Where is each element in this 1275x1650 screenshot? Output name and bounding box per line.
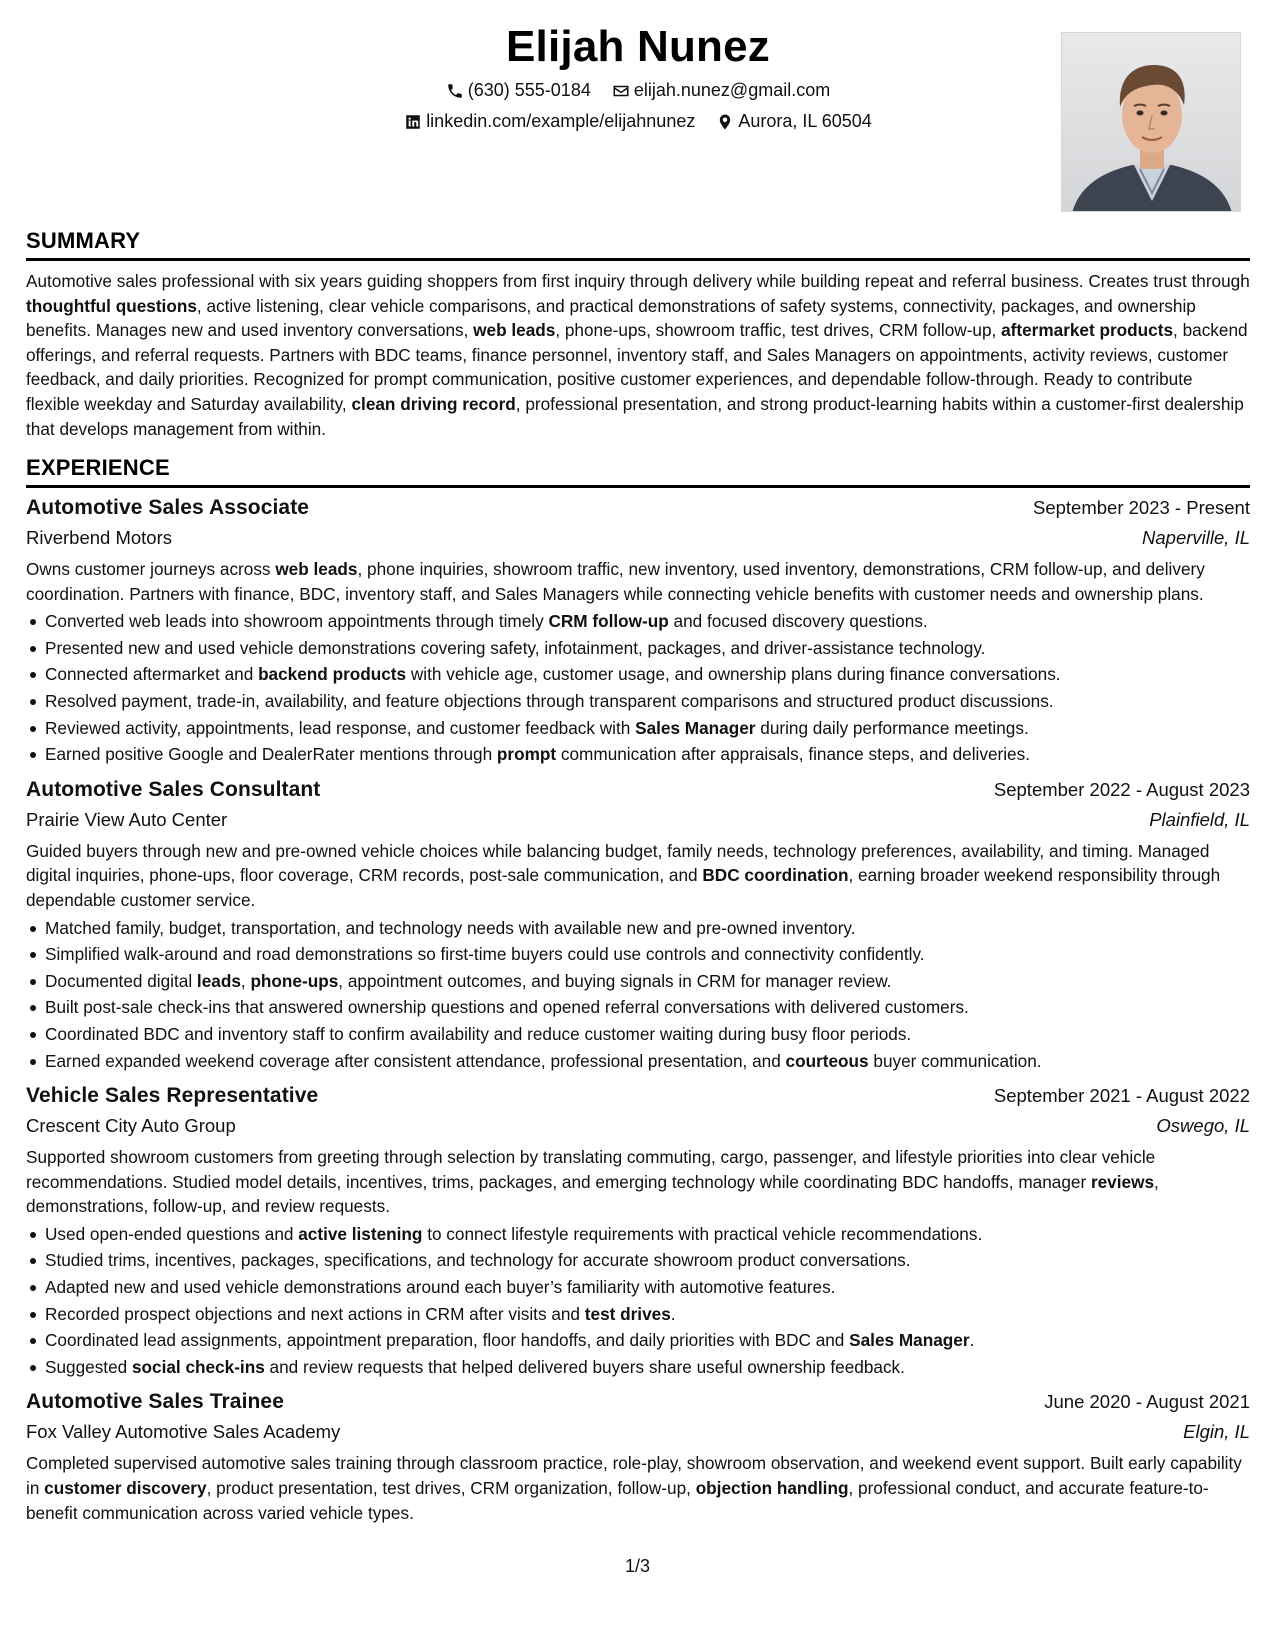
text-segment: , product presentation, test drives, CRM organization, follow-up, [206,1478,696,1499]
bold-keyword: clean driving record [351,393,516,414]
job-entry [26,778,1250,1074]
bold-keyword: CRM follow-up [548,611,669,632]
text-segment: Completed supervised automotive sales training through classroom practice, role-play, showroom observation, and weekend event support. Built early capability in [26,1453,1242,1499]
job-dates: September 2022 - August 2023 [993,778,1250,800]
job-list [26,496,1250,1525]
bullet-item [26,994,1250,1021]
job-description [26,1145,1250,1219]
text-segment: communication after appraisals, finance steps, and deliveries. [556,744,1030,765]
bold-keyword: phone-ups [250,970,339,991]
phone-icon [446,82,464,100]
bold-keyword: backend products [258,664,407,685]
job-title: Automotive Sales Associate [26,496,310,519]
linkedin-text[interactable]: linkedin.com/example/elijahnunez [426,111,696,131]
text-segment: with vehicle age, customer usage, and ownership plans during finance conversations. [406,664,1061,685]
profile-photo [1061,32,1241,212]
job-dates: September 2023 - Present [1033,497,1250,518]
bullet-item [26,941,1250,968]
job-header [26,1084,1250,1108]
job-company: Prairie View Auto Center [26,808,228,830]
text-segment: Coordinated BDC and inventory staff to confirm availability and reduce customer waiting during busy floor periods. [45,1023,912,1044]
text-segment: , appointment outcomes, and buying signals in CRM for manager review. [338,970,892,991]
bold-keyword: active listening [298,1223,423,1244]
text-segment: Recorded prospect objections and next actions in CRM after visits and [45,1303,585,1324]
bullet-item [26,1021,1250,1048]
bullet-item [26,915,1250,942]
location-text: Aurora, IL 60504 [738,111,872,131]
bullet-item [26,1301,1250,1328]
text-segment: Matched family, budget, transportation, and technology needs with available new and pre-owned inventory. [45,917,856,938]
text-segment: Earned expanded weekend coverage after consistent attendance, professional presentation, and [45,1050,786,1071]
envelope-icon [612,82,630,100]
job-company: Fox Valley Automotive Sales Academy [26,1421,341,1443]
job-location: Naperville, IL [1142,527,1250,548]
phone-text: (630) 555-0184 [467,80,591,100]
profile-photo-illustration [1062,33,1241,212]
bold-keyword: Sales Manager [635,717,756,738]
bullet-item [26,741,1250,768]
resume-header [26,0,1250,225]
text-segment: Owns customer journeys across [26,559,276,579]
job-entry [26,496,1250,768]
email-text[interactable]: elijah.nunez@gmail.com [633,80,831,100]
summary-heading: SUMMARY [26,228,1250,261]
email-contact[interactable] [612,80,830,101]
text-segment: Supported showroom customers from greeting through selection by translating commuting, cargo, passenger, and lifestyle priorities into clear vehicle recommendations. Studied model details, incentives, trims, packages, and emerging technology while coordinating BDC handoffs, manager [26,1147,1156,1192]
job-subheader [26,809,1250,831]
job-header [26,778,1250,802]
job-location: Elgin, IL [1183,1421,1250,1443]
bold-keyword: customer discovery [44,1478,207,1499]
bold-keyword: courteous [785,1050,869,1071]
phone-contact [446,80,591,101]
text-segment: Studied trims, incentives, packages, specifications, and technology for accurate showroom product conversations. [45,1250,911,1271]
bold-keyword: reviews [1090,1171,1155,1192]
bold-keyword: thoughtful questions [26,295,197,316]
text-segment: Used open-ended questions and [45,1223,299,1244]
bullet-item [26,1327,1250,1354]
bullet-item [26,688,1250,715]
bullet-item [26,968,1250,995]
text-segment: , [240,970,251,991]
job-entry [26,1390,1250,1525]
text-segment: buyer communication. [868,1050,1042,1071]
text-segment: Suggested [45,1356,132,1377]
job-dates: September 2021 - August 2022 [993,1085,1250,1107]
text-segment: Coordinated lead assignments, appointment preparation, floor handoffs, and daily priorities with BDC and [45,1330,850,1351]
bullet-item [26,661,1250,688]
text-segment: Adapted new and used vehicle demonstrations around each buyer’s familiarity with automotive features. [45,1277,836,1298]
text-segment: Simplified walk-around and road demonstrations so first-time buyers could use controls and connectivity confidently. [45,944,925,965]
job-title: Automotive Sales Trainee [26,1390,284,1414]
job-location: Oswego, IL [1156,1115,1250,1137]
text-segment: , phone-ups, showroom traffic, test drives, CRM follow-up, [555,320,1002,341]
candidate-name: Elijah Nunez [506,22,770,71]
bullet-item [26,1354,1250,1381]
bullet-item [26,1247,1250,1274]
job-header [26,1390,1250,1414]
text-segment: , backend offerings, and referral requests. Partners with BDC teams, finance personnel, inventory staff, and Sales Managers on appointments, activity reviews, customer feedback, and daily priorities. Recognized for prompt communication, positive customer experiences, and dependable follow-through. Ready to contribute flexible weekday and Saturday availability, [26,320,1248,414]
text-segment: and review requests that helped delivered buyers share useful ownership feedback. [264,1356,905,1377]
text-segment: to connect lifestyle requirements with practical vehicle recommendations. [422,1223,983,1244]
text-segment: , earning broader weekend responsibility through dependable customer service. [26,865,1221,910]
text-segment: Documented digital [45,970,197,991]
bold-keyword: BDC coordination [702,865,849,886]
job-title: Vehicle Sales Representative [26,1084,319,1108]
job-company: Crescent City Auto Group [26,1115,236,1137]
bullet-item [26,715,1250,742]
bold-keyword: aftermarket products [1001,320,1174,341]
text-segment: , professional conduct, and accurate feature-to-benefit communication across varied vehicle types. [26,1478,1209,1523]
job-entry [26,1084,1250,1380]
job-location: Plainfield, IL [1149,808,1250,830]
bullet-item [26,1274,1250,1301]
summary-text [26,269,1250,441]
job-description [26,557,1250,606]
bold-keyword: web leads [473,320,556,341]
map-pin-icon [716,113,734,131]
bold-keyword: leads [196,970,241,991]
job-description [26,839,1250,913]
text-segment: Connected aftermarket and [45,664,259,685]
bullet-item [26,608,1250,635]
text-segment: . [969,1330,975,1351]
job-subheader [26,527,1250,549]
job-bullets [26,1221,1250,1381]
bold-keyword: social check-ins [131,1356,265,1377]
linkedin-icon [404,113,422,131]
resume-page [26,0,1250,1650]
text-segment: Guided buyers through new and pre-owned vehicle choices while balancing budget, family needs, technology preferences, availability, and timing. Managed digital inquiries, phone-ups, floor coverage, CRM records, post-sale communication, and [26,840,1210,886]
job-subheader [26,1421,1250,1443]
summary-section [26,228,1250,441]
job-bullets [26,608,1250,768]
text-segment: Earned positive Google and DealerRater mentions through [45,744,497,765]
text-segment: , active listening, clear vehicle comparisons, and practical demonstrations of safety systems, connectivity, packages, and ownership benefits. Manages new and used inventory conversations, [26,295,1196,341]
text-segment: , professional presentation, and strong product-learning habits within a customer-first dealership that develops management from within. [26,393,1244,439]
experience-section [26,455,1250,1535]
text-segment: Reviewed activity, appointments, lead response, and customer feedback with [45,717,636,738]
page-number: 1/3 [624,1556,651,1576]
bold-keyword: prompt [496,744,557,765]
job-company: Riverbend Motors [26,527,173,548]
bold-keyword: objection handling [695,1478,849,1499]
experience-heading: EXPERIENCE [26,455,1250,488]
text-segment: Converted web leads into showroom appointments through timely [45,611,549,632]
bullet-item [26,1048,1250,1075]
linkedin-contact[interactable] [404,111,695,132]
job-bullets [26,915,1250,1075]
text-segment: and focused discovery questions. [668,611,928,632]
job-dates: June 2020 - August 2021 [1044,1391,1250,1413]
text-segment: during daily performance meetings. [755,717,1029,738]
text-segment: , demonstrations, follow-up, and review requests. [26,1171,1159,1217]
bold-keyword: test drives [584,1303,671,1324]
text-segment: Resolved payment, trade-in, availability, and feature objections through transparent comparisons and structured product discussions. [45,690,1054,711]
job-subheader [26,1115,1250,1137]
bold-keyword: web leads [275,559,358,579]
job-description [26,1451,1250,1525]
bullet-item [26,635,1250,662]
job-title: Automotive Sales Consultant [26,777,321,801]
text-segment: Built post-sale check-ins that answered ownership questions and opened referral conversations with delivered customers. [45,997,969,1018]
bullet-item [26,1221,1250,1248]
location-contact [716,111,871,132]
text-segment: . [670,1303,676,1324]
text-segment: , phone inquiries, showroom traffic, new inventory, used inventory, demonstrations, CRM follow-up, and delivery coordination. Partners with finance, BDC, inventory staff, and Sales Managers while connecting vehicle benefits with customer needs and ownership plans. [26,559,1205,604]
bold-keyword: Sales Manager [849,1330,970,1351]
job-header [26,496,1250,520]
text-segment: Automotive sales professional with six years guiding shoppers from first inquiry through delivery while building repeat and referral business. Creates trust through [26,271,1250,291]
text-segment: Presented new and used vehicle demonstrations covering safety, infotainment, packages, and driver-assistance technology. [45,637,986,658]
